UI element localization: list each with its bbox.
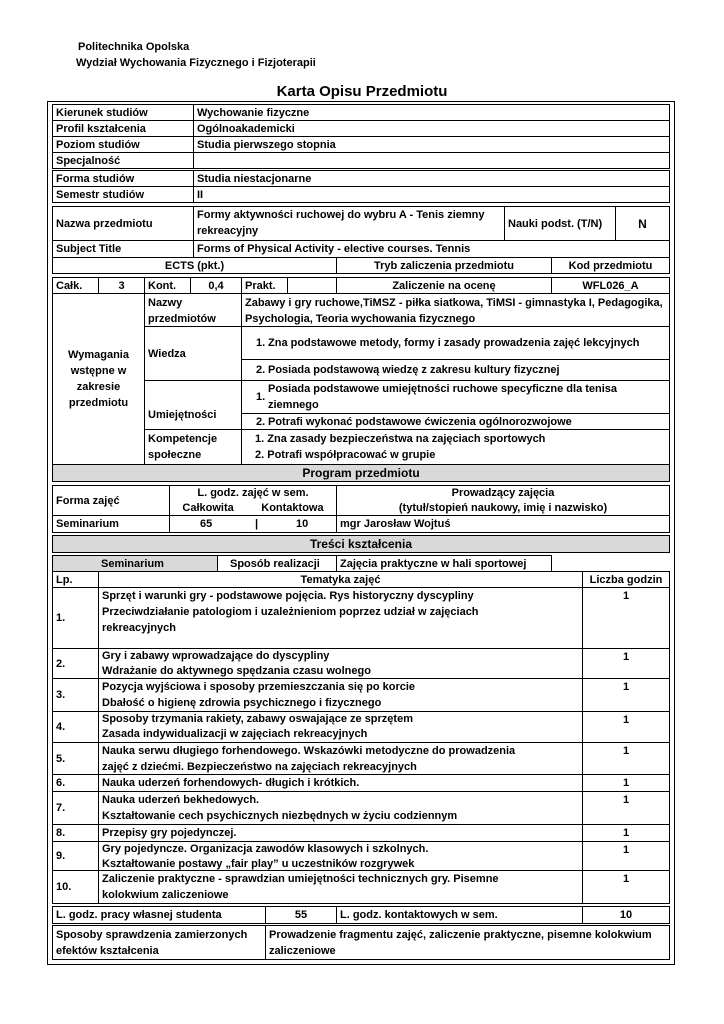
table-row-topic <box>98 870 583 904</box>
page-title: Karta Opisu Przedmiotu <box>276 83 448 100</box>
hours-label-text: L. godz. zajęć w sem. <box>197 487 309 499</box>
ects-label: ECTS (pkt.) <box>52 257 337 274</box>
table-row-hours: 1 <box>582 742 670 775</box>
knowledge-text-1: Zna podstawowe metody, formy i zasady prowadzenia zajęć lekcyjnych <box>268 337 640 349</box>
ects-prakt-value <box>287 277 337 294</box>
info-label-poziom: Poziom studiów <box>52 136 194 153</box>
topic-line: rekreacyjnych <box>102 622 176 634</box>
code-value: WFL026_A <box>551 277 670 294</box>
teacher-label-text: Prowadzący zajęcia <box>451 487 555 499</box>
program-teacher-value: mgr Jarosław Wojtuś <box>336 515 670 533</box>
knowledge-num-2: 2. <box>256 364 266 376</box>
table-row-hours: 1 <box>582 587 670 649</box>
method-label: Sposób realizacji <box>217 555 337 572</box>
table-row-lp: 1. <box>52 587 99 649</box>
table-row-lp: 9. <box>52 841 99 871</box>
ects-prakt-label: Prakt. <box>241 277 288 294</box>
info-label-semestr: Semestr studiów <box>52 186 194 203</box>
code-label: Kod przedmiotu <box>551 257 670 274</box>
social-label: Kompetencje społeczne <box>144 429 242 465</box>
info-label-forma: Forma studiów <box>52 170 194 187</box>
content-header: Treści kształcenia <box>52 535 670 553</box>
social-items <box>241 429 670 465</box>
hours-sub-labels <box>173 501 333 516</box>
topic-line: Przepisy gry pojedynczej. <box>102 827 237 839</box>
info-value-profil: Ogólnoakademicki <box>193 120 670 137</box>
topic-line: Przeciwdziałanie patologiom i uzależnieniom poprzez udział w zajęciach <box>102 606 479 618</box>
table-row-topic <box>98 648 583 679</box>
teacher-sub-text: (tytuł/stopień naukowy, imię i nazwisko) <box>398 502 608 514</box>
table-row-lp: 8. <box>52 824 99 842</box>
table-row-hours: 1 <box>582 648 670 679</box>
info-label-profil: Profil kształcenia <box>52 120 194 137</box>
skills-num-2: 2. <box>256 415 266 428</box>
social-text-2: Potrafi współpracować w grupie <box>267 449 436 461</box>
topic-line: Nauka uderzeń bekhedowych. <box>102 794 260 806</box>
info-value-kierunek: Wychowanie fizyczne <box>193 104 670 121</box>
mode-label: Tryb zaliczenia przedmiotu <box>336 257 552 274</box>
skills-text-2: Potrafi wykonać podstawowe ćwiczenia ogólnorozwojowe <box>268 415 572 428</box>
table-row-topic <box>98 791 583 825</box>
table-row-lp: 5. <box>52 742 99 775</box>
contact-hours-value: 10 <box>582 906 670 924</box>
knowledge-text-2: Posiada podstawową wiedzę z zakresu kultury fizycznej <box>268 364 560 376</box>
hours-header: Liczba godzin <box>582 571 670 588</box>
skills-label: Umiejętności <box>144 380 242 430</box>
lp-header: Lp. <box>52 571 99 588</box>
topic-line: zajęć z dziećmi. Bezpieczeństwo na zajęciach rekreacyjnych <box>102 761 417 773</box>
table-row-hours: 1 <box>582 870 670 904</box>
table-row-topic <box>98 774 583 792</box>
social-item-2 <box>255 447 435 463</box>
subject-title-value: Forms of Physical Activity - elective courses. Tennis <box>193 240 670 258</box>
knowledge-label: Wiedza <box>144 326 242 381</box>
table-row-lp: 3. <box>52 678 99 712</box>
topic-line: Kształtowanie cech psychicznych niezbędnych w życiu codziennym <box>102 810 458 822</box>
teacher-label <box>336 485 670 516</box>
ects-kont-label: Kont. <box>144 277 191 294</box>
social-num-1: 1. <box>255 433 265 445</box>
skills-item-2 <box>241 413 670 430</box>
form-label: Forma zajęć <box>52 485 170 516</box>
program-header: Program przedmiotu <box>52 464 670 482</box>
verification-label: Sposoby sprawdzenia zamierzonych efektów kształcenia <box>52 925 266 960</box>
table-row-topic <box>98 841 583 871</box>
topic-line: Wdrażanie do aktywnego spędzania czasu wolnego <box>102 665 371 677</box>
info-label-kierunek: Kierunek studiów <box>52 104 194 121</box>
hours-label <box>169 485 337 516</box>
knowledge-num-1: 1. <box>256 337 266 349</box>
table-row-lp: 7. <box>52 791 99 825</box>
topic-line: kolokwium zaliczeniowe <box>102 889 229 901</box>
university-name: Politechnika Opolska <box>78 41 190 53</box>
program-hours-divider: | <box>255 518 259 530</box>
prereq-subjects-label: Nazwy przedmiotów <box>144 293 242 327</box>
contact-hours-label: L. godz. kontaktowych w sem. <box>336 906 583 924</box>
prereq-main-label: Wymagania wstępne w zakresie przedmiotu <box>52 293 145 465</box>
hours-contact-label: Kontaktowa <box>261 502 324 514</box>
table-row-lp: 2. <box>52 648 99 679</box>
verification-value: Prowadzenie fragmentu zajęć, zaliczenie praktyczne, pisemne kolokwium zaliczeniowe <box>265 925 670 960</box>
table-row-hours: 1 <box>582 841 670 871</box>
info-label-specjalnosc: Specjalność <box>52 152 194 169</box>
program-contact-value: 10 <box>296 518 309 530</box>
subject-name-value: Formy aktywności ruchowej do wybru A - Tenis ziemny rekreacyjny <box>193 206 505 241</box>
ects-kont-value: 0,4 <box>190 277 242 294</box>
table-row-lp: 6. <box>52 774 99 792</box>
program-hours-cell <box>169 515 337 533</box>
content-kind: Seminarium <box>52 555 218 572</box>
own-work-label: L. godz. pracy własnej studenta <box>52 906 266 924</box>
table-row-hours: 1 <box>582 678 670 712</box>
info-value-poziom: Studia pierwszego stopnia <box>193 136 670 153</box>
topic-line: Sposoby trzymania rakiety, zabawy oswajające ze sprzętem <box>102 713 413 725</box>
topic-line: Dbałość o higienę zdrowia psychicznego i fizycznego <box>102 697 382 709</box>
topic-line: Zaliczenie praktyczne - sprawdzian umiejętności technicznych gry. Pisemne <box>102 873 499 885</box>
topic-line: Kształtowanie postawy „fair play” u uczestników rozgrywek <box>102 858 415 870</box>
ects-total-label: Całk. <box>52 277 99 294</box>
table-row-lp: 10. <box>52 870 99 904</box>
table-row-lp: 4. <box>52 711 99 743</box>
table-row-hours: 1 <box>582 824 670 842</box>
topic-line: Pozycja wyjściowa i sposoby przemieszczania się po korcie <box>102 681 416 693</box>
table-row-topic <box>98 678 583 712</box>
skills-num-1: 1. <box>256 391 266 403</box>
table-row-topic <box>98 587 583 649</box>
social-text-1: Zna zasady bezpieczeństwa na zajęciach sportowych <box>267 433 546 445</box>
topic-line: Sprzęt i warunki gry - podstawowe pojęcia. Rys historyczny dyscypliny <box>102 590 474 602</box>
faculty-name: Wydział Wychowania Fizycznego i Fizjoterapii <box>76 57 316 69</box>
social-item-1 <box>255 431 545 447</box>
topic-line: Gry i zabawy wprowadzające do dyscypliny <box>102 650 330 662</box>
table-row-hours: 1 <box>582 711 670 743</box>
own-work-value: 55 <box>265 906 337 924</box>
topic-header: Tematyka zajęć <box>98 571 583 588</box>
knowledge-item-2 <box>241 359 670 381</box>
skills-item-1 <box>241 380 670 414</box>
knowledge-item-1 <box>241 326 670 360</box>
program-total-value: 65 <box>200 518 213 530</box>
table-row-topic <box>98 742 583 775</box>
ects-total-value: 3 <box>98 277 145 294</box>
social-num-2: 2. <box>255 449 265 461</box>
mode-value: Zaliczenie na ocenę <box>336 277 552 294</box>
method-value: Zajęcia praktyczne w hali sportowej <box>336 555 552 572</box>
basic-science-label: Nauki podst. (T/N) <box>504 206 616 241</box>
skills-text-1: Posiada podstawowe umiejętności ruchowe specyficzne dla tenisa ziemnego <box>268 383 618 411</box>
table-row-topic <box>98 711 583 743</box>
topic-line: Zasada indywidualizacji w zajęciach rekreacyjnych <box>102 728 368 740</box>
subject-name-label: Nazwa przedmiotu <box>52 206 194 241</box>
table-row-hours: 1 <box>582 791 670 825</box>
info-value-forma: Studia niestacjonarne <box>193 170 670 187</box>
program-form-value: Seminarium <box>52 515 170 533</box>
prereq-subjects-value: Zabawy i gry ruchowe,TiMSZ - piłka siatkowa, TiMSI - gimnastyka I, Pedagogika, Psychologia, Teoria wychowania fizycznego <box>241 293 670 327</box>
info-value-semestr: II <box>193 186 670 203</box>
topic-line: Gry pojedyncze. Organizacja zawodów klasowych i szkolnych. <box>102 843 429 855</box>
hours-total-label: Całkowita <box>182 502 234 514</box>
table-row-hours: 1 <box>582 774 670 792</box>
topic-line: Nauka uderzeń forhendowych- długich i krótkich. <box>102 777 360 789</box>
basic-science-value: N <box>615 206 670 241</box>
subject-title-label: Subject Title <box>52 240 194 258</box>
topic-line: Nauka serwu długiego forhendowego. Wskazówki metodyczne do prowadzenia <box>102 745 516 757</box>
table-row-topic <box>98 824 583 842</box>
info-value-specjalnosc <box>193 152 670 169</box>
